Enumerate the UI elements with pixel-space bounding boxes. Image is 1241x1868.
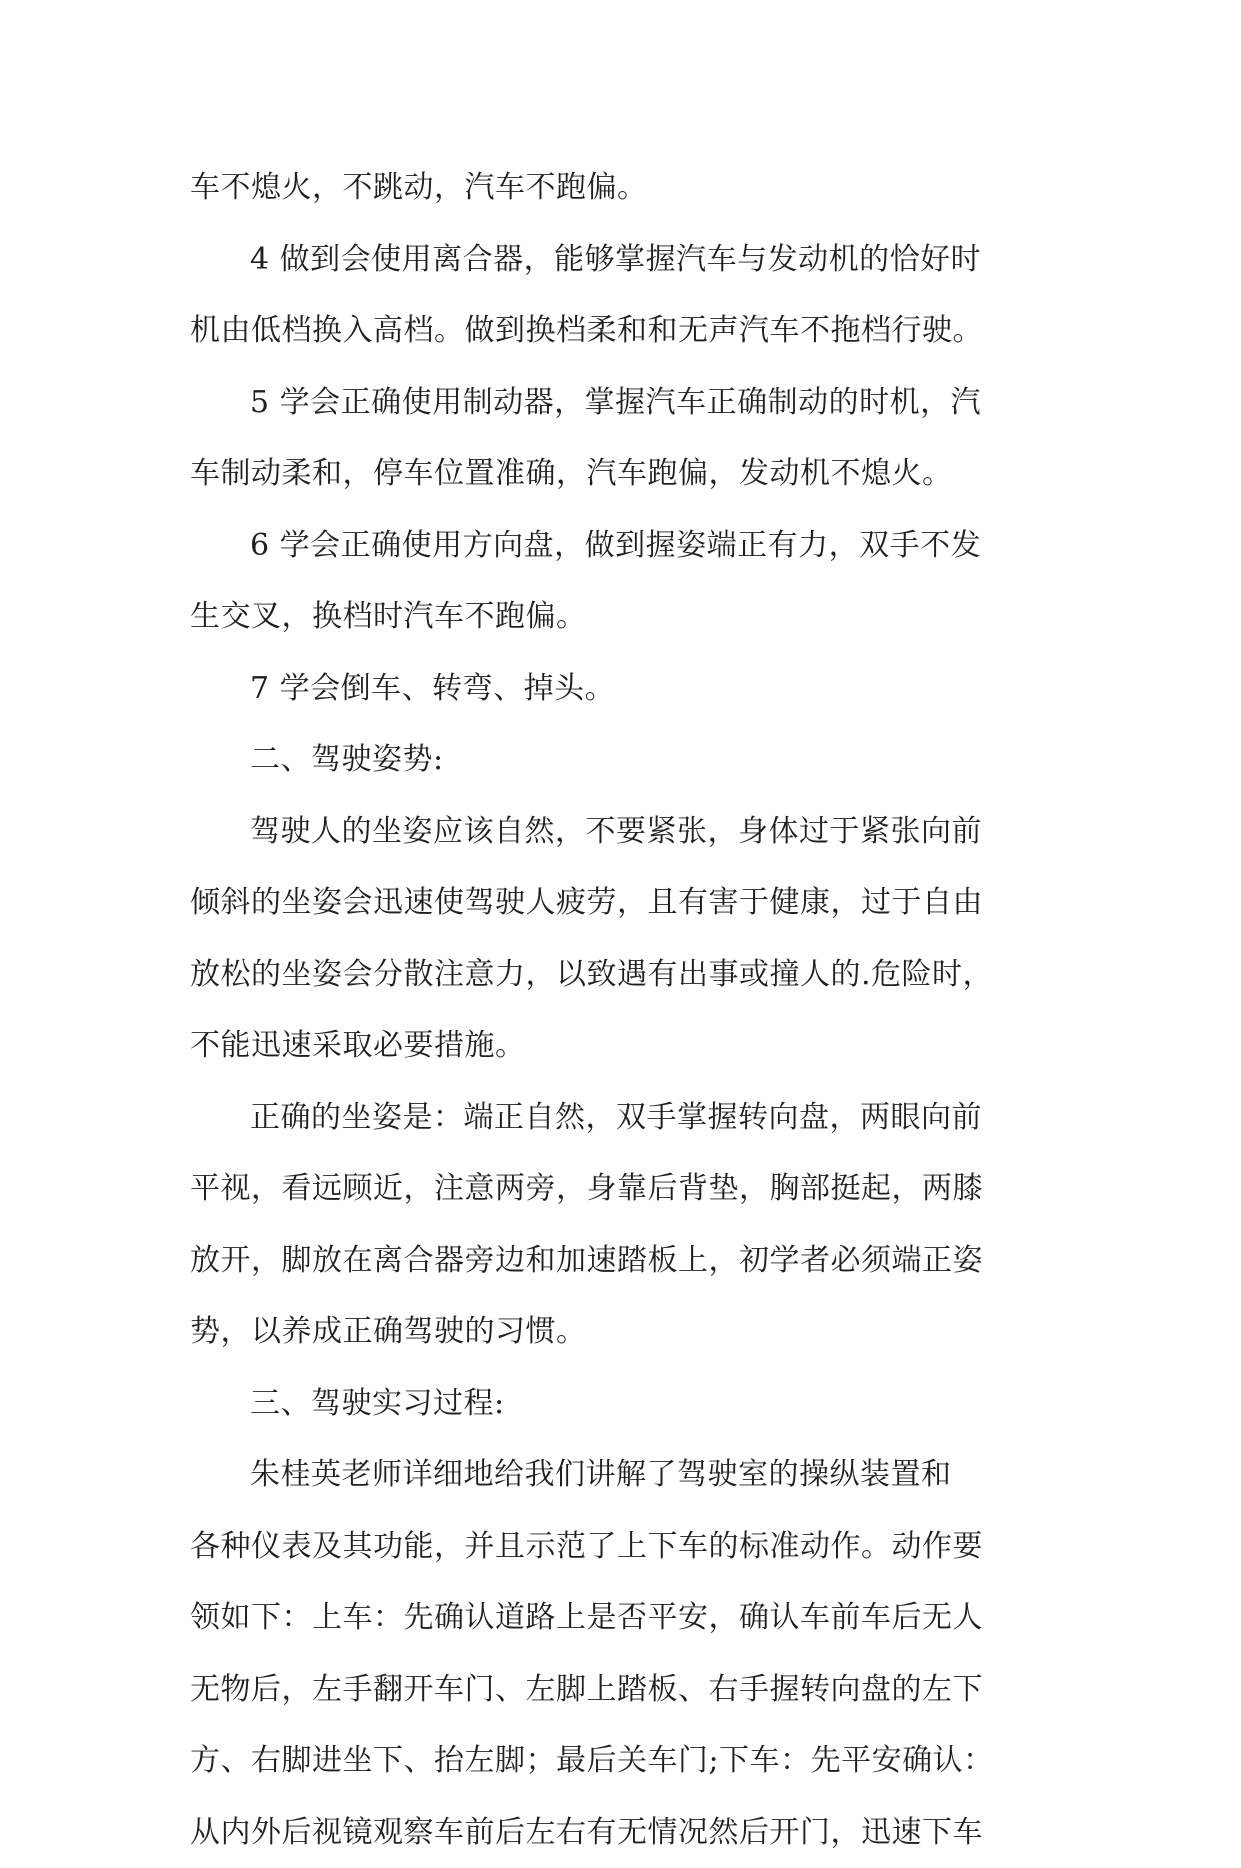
text-line: 驾驶人的坐姿应该自然，不要紧张，身体过于紧张向前 <box>190 796 1060 868</box>
section-heading: 三、驾驶实习过程: <box>190 1368 1060 1440</box>
text-line: 势，以养成正确驾驶的习惯。 <box>190 1296 1060 1368</box>
text-line: 从内外后视镜观察车前后左右有无情况然后开门，迅速下车 <box>190 1797 1060 1868</box>
text-line: 无物后，左手翻开车门、左脚上踏板、右手握转向盘的左下 <box>190 1654 1060 1726</box>
text-line: 车制动柔和，停车位置准确，汽车跑偏，发动机不熄火。 <box>190 438 1060 510</box>
text-line: 各种仪表及其功能，并且示范了上下车的标准动作。动作要 <box>190 1511 1060 1583</box>
text-line: 6 学会正确使用方向盘，做到握姿端正有力，双手不发 <box>190 510 1060 582</box>
text-line: 朱桂英老师详细地给我们讲解了驾驶室的操纵装置和 <box>190 1439 1060 1511</box>
text-line: 不能迅速采取必要措施。 <box>190 1010 1060 1082</box>
text-line: 7 学会倒车、转弯、掉头。 <box>190 653 1060 725</box>
text-line: 放开，脚放在离合器旁边和加速踏板上，初学者必须端正姿 <box>190 1225 1060 1297</box>
text-line: 平视，看远顾近，注意两旁，身靠后背垫，胸部挺起，两膝 <box>190 1153 1060 1225</box>
section-heading: 二、驾驶姿势: <box>190 724 1060 796</box>
text-line: 生交叉，换档时汽车不跑偏。 <box>190 581 1060 653</box>
text-line: 方、右脚进坐下、抬左脚；最后关车门;下车：先平安确认： <box>190 1725 1060 1797</box>
text-line: 放松的坐姿会分散注意力，以致遇有出事或撞人的.危险时， <box>190 939 1060 1011</box>
text-line: 领如下：上车：先确认道路上是否平安，确认车前车后无人 <box>190 1582 1060 1654</box>
text-line: 4 做到会使用离合器，能够掌握汽车与发动机的恰好时 <box>190 224 1060 296</box>
text-line: 机由低档换入高档。做到换档柔和和无声汽车不拖档行驶。 <box>190 295 1060 367</box>
document-body <box>190 152 1060 1868</box>
text-line: 倾斜的坐姿会迅速使驾驶人疲劳，且有害于健康，过于自由 <box>190 867 1060 939</box>
text-line: 5 学会正确使用制动器，掌握汽车正确制动的时机，汽 <box>190 367 1060 439</box>
text-line: 车不熄火，不跳动，汽车不跑偏。 <box>190 152 1060 224</box>
text-line: 正确的坐姿是：端正自然，双手掌握转向盘，两眼向前 <box>190 1082 1060 1154</box>
